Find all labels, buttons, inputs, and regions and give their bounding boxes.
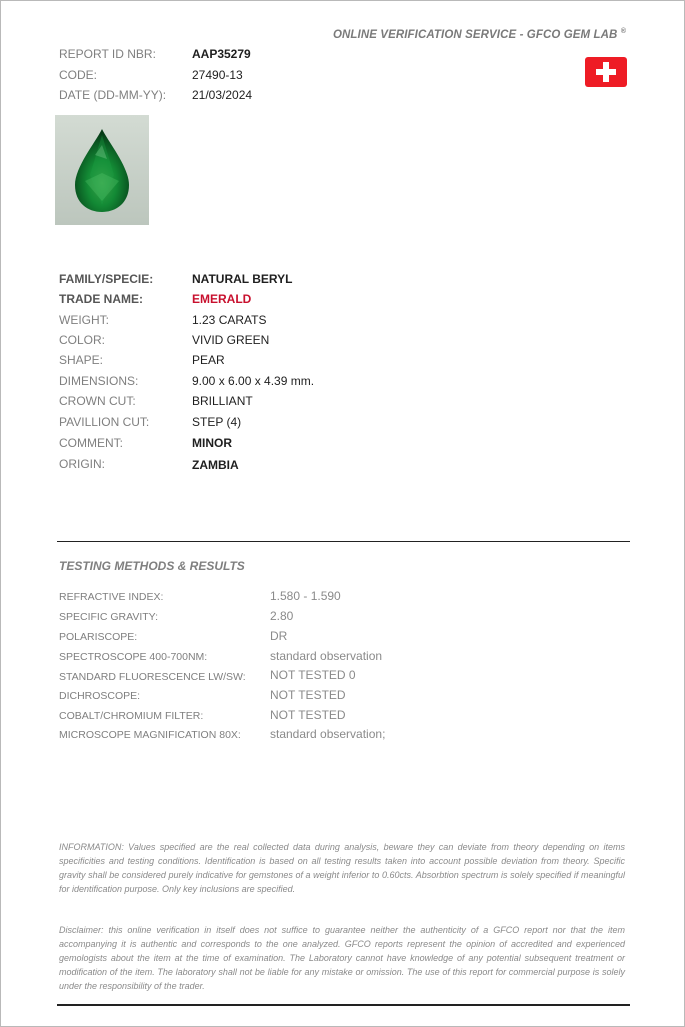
code-label: CODE: <box>59 68 98 82</box>
dimensions-label: DIMENSIONS: <box>59 374 139 388</box>
family-label: FAMILY/SPECIE: <box>59 272 154 286</box>
test-label: MICROSCOPE MAGNIFICATION 80X: <box>59 729 241 741</box>
test-value: NOT TESTED <box>270 708 346 722</box>
date-label: DATE (DD-MM-YY): <box>59 88 167 102</box>
report-id-value: AAP35279 <box>192 47 251 61</box>
bottom-rule <box>57 1004 630 1006</box>
crown-cut-label: CROWN CUT: <box>59 394 136 408</box>
service-title-text: ONLINE VERIFICATION SERVICE - GFCO GEM LAB <box>332 28 618 41</box>
gemstone-photo <box>55 115 149 225</box>
comment-label: COMMENT: <box>59 436 123 450</box>
comment-value: MINOR <box>192 436 232 450</box>
origin-label: ORIGIN: <box>59 457 106 471</box>
weight-label: WEIGHT: <box>59 313 109 327</box>
code-value: 27490-13 <box>192 68 243 82</box>
test-label: STANDARD FLUORESCENCE LW/SW: <box>59 671 246 683</box>
test-value: DR <box>270 629 288 643</box>
shape-value: PEAR <box>192 353 225 367</box>
swiss-flag-icon <box>585 57 627 87</box>
test-label: POLARISCOPE: <box>59 631 138 643</box>
origin-value: ZAMBIA <box>192 458 239 472</box>
test-label: REFRACTIVE INDEX: <box>59 591 164 603</box>
report-id-label: REPORT ID NBR: <box>59 47 156 61</box>
test-label: DICHROSCOPE: <box>59 690 141 702</box>
family-value: NATURAL BERYL <box>192 272 293 286</box>
color-label: COLOR: <box>59 333 106 347</box>
registered-mark: ® <box>620 28 626 35</box>
test-label: COBALT/CHROMIUM FILTER: <box>59 710 204 722</box>
test-value: standard observation <box>270 649 383 663</box>
information-text: INFORMATION: Values specified are the real collected data during analysis, beware they can deviate from theory depending on items specificities and testing conditions. Identification is based on all testing results taken into account possible deviation from theory. Specific gravity shall be considered purely indicative for gemstones of a weight inferior to 0.60cts. Absorbtion spectrum is solely specified if meaningful for identification purpose. Only key inclusions are specified. <box>59 842 625 894</box>
test-value: standard observation; <box>270 727 386 741</box>
test-label: SPECIFIC GRAVITY: <box>59 611 158 623</box>
disclaimer-text: Disclaimer: this online verification in itself does not suffice to guarantee neither the authenticity of a GFCO report nor that the item accompanying it is authentic and corresponds to the one analyzed. GFCO reports represent the opinion of accredited and experienced gemologists about the item at the time of examination. The Laboratory cannot have knowledge of any potential subsequent treatment or modification of the item. The laboratory shall not be liable for any mistake or omission. The use of this report for commercial purpose is solely under the responsibility of the trader. <box>59 925 625 991</box>
trade-name-label: TRADE NAME: <box>59 292 143 306</box>
test-label: SPECTROSCOPE 400-700NM: <box>59 651 208 663</box>
test-value: 1.580 - 1.590 <box>270 589 341 603</box>
crown-cut-value: BRILLIANT <box>192 394 253 408</box>
test-value: NOT TESTED <box>270 688 346 702</box>
testing-title: TESTING METHODS & RESULTS <box>59 559 245 573</box>
shape-label: SHAPE: <box>59 353 104 367</box>
pavillion-cut-label: PAVILLION CUT: <box>59 415 150 429</box>
date-value: 21/03/2024 <box>192 88 253 102</box>
service-title <box>333 28 626 41</box>
section-divider <box>57 541 630 542</box>
test-value: NOT TESTED 0 <box>270 668 356 682</box>
color-value: VIVID GREEN <box>192 333 270 347</box>
trade-name-value: EMERALD <box>192 292 252 306</box>
dimensions-value: 9.00 x 6.00 x 4.39 mm. <box>192 374 315 388</box>
pavillion-cut-value: STEP (4) <box>192 415 242 429</box>
weight-value: 1.23 CARATS <box>192 313 267 327</box>
test-value: 2.80 <box>270 609 294 623</box>
